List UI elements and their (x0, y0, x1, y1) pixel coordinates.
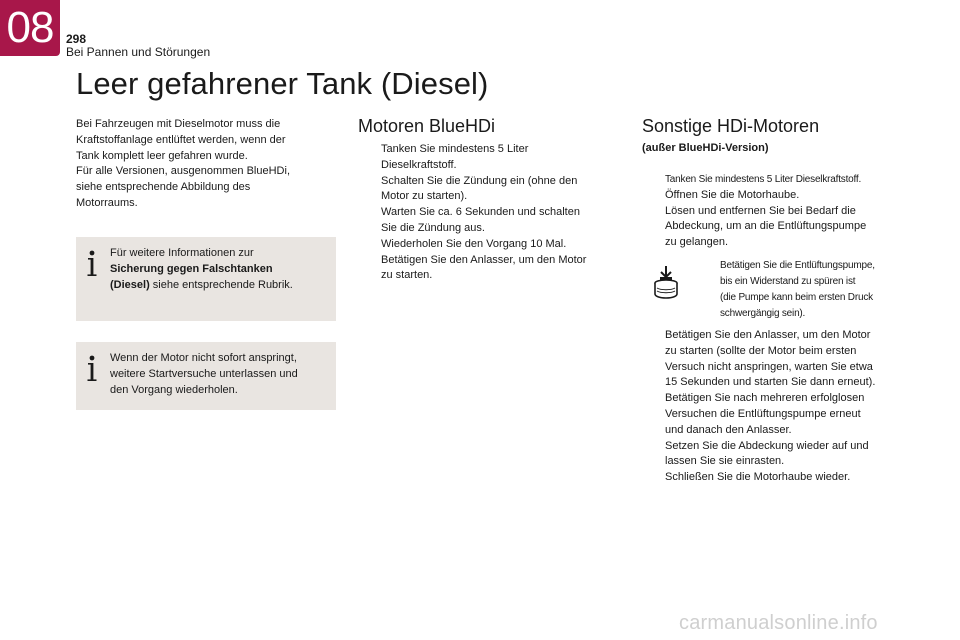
intro-line: Motorraums. (76, 196, 138, 209)
step-line: Abdeckung, um an die Entlüftungspumpe (665, 220, 867, 233)
step-line: lassen Sie sie einrasten. (665, 455, 785, 468)
info-text: siehe entsprechende Rubrik. (149, 278, 293, 291)
list-item (358, 205, 618, 237)
subheading-other-hdi: (außer BlueHDi-Version) (642, 142, 769, 154)
list-item (642, 204, 912, 251)
list-item (358, 237, 618, 253)
list-item (642, 188, 912, 204)
step-line: Schließen Sie die Motorhaube wieder. (665, 471, 851, 484)
chapter-tab: 08 (0, 0, 60, 56)
heading-other-hdi: Sonstige HDi-Motoren (642, 116, 820, 136)
info-text-bold: Sicherung gegen Falschtanken (110, 262, 273, 275)
watermark: carmanualsonline.info (679, 612, 878, 634)
step-line: Dieselkraftstoff. (381, 158, 457, 171)
step-line: Betätigen Sie den Anlasser, um den Motor (665, 329, 871, 341)
step-line: Betätigen Sie die Entlüftungspumpe, (720, 260, 875, 271)
step-line: Betätigen Sie den Anlasser, um den Motor (381, 253, 587, 266)
steps-other-part2 (642, 328, 912, 486)
heading-bluehdi: Motoren BlueHDi (358, 116, 496, 136)
info-text: den Vorgang wiederholen. (110, 383, 238, 396)
step-line: (die Pumpe kann beim ersten Druck (720, 292, 873, 303)
step-line: zu starten. (381, 269, 433, 282)
step-line: Sie die Zündung aus. (381, 221, 485, 234)
info-icon (86, 250, 98, 278)
steps-bluehdi (358, 142, 618, 284)
info-box-misfuel (76, 237, 336, 321)
list-item (642, 328, 912, 391)
step-line: zu gelangen. (665, 236, 728, 249)
step-line: Tanken Sie mindestens 5 Liter Dieselkraftstoff. (665, 174, 862, 185)
step-line: Motor zu starten). (381, 190, 468, 203)
page-number: 298 (66, 32, 87, 46)
info-text (110, 278, 324, 294)
info-text: Für weitere Informationen zur (110, 247, 254, 259)
step-line: Versuchen die Entlüftungspumpe erneut (665, 407, 861, 420)
list-item (358, 174, 618, 206)
intro-line: siehe entsprechende Abbildung des (76, 181, 251, 194)
intro-line: Für alle Versionen, ausgenommen BlueHDi, (76, 165, 291, 178)
pump-step (697, 258, 909, 322)
info-text: Wenn der Motor nicht sofort anspringt, (110, 352, 297, 364)
step-line: Setzen Sie die Abdeckung wieder auf und (665, 439, 869, 452)
list-item (642, 439, 912, 471)
info-box-retry (76, 342, 336, 410)
step-line: 15 Sekunden und starten Sie dann erneut). (665, 376, 876, 389)
steps-other-part1 (642, 172, 912, 251)
intro-paragraph (76, 117, 326, 212)
step-line: Warten Sie ca. 6 Sekunden und schalten (381, 206, 580, 219)
intro-line: Tank komplett leer gefahren wurde. (76, 149, 248, 162)
step-line: Schalten Sie die Zündung ein (ohne den (381, 174, 578, 187)
intro-line: Bei Fahrzeugen mit Dieselmotor muss die (76, 118, 281, 130)
page-title: Leer gefahrener Tank (Diesel) (76, 66, 489, 101)
section-name: Bei Pannen und Störungen (66, 45, 211, 59)
step-line: schwergängig sein). (720, 308, 806, 319)
step-line: und danach den Anlasser. (665, 423, 792, 436)
step-line: Tanken Sie mindestens 5 Liter (381, 143, 529, 155)
intro-line: Kraftstoffanlage entlüftet werden, wenn der (76, 133, 286, 146)
list-item (642, 391, 912, 438)
list-item (642, 470, 912, 486)
step-line: Wiederholen Sie den Vorgang 10 Mal. (381, 237, 567, 250)
list-item (358, 253, 618, 285)
info-text-bold: (Diesel) (110, 278, 150, 291)
step-line: zu starten (sollte der Motor beim ersten (665, 344, 857, 357)
info-text: weitere Startversuche unterlassen und (110, 367, 298, 380)
step-line: Betätigen Sie nach mehreren erfolglosen (665, 392, 865, 405)
step-line: Versuch nicht anspringen, warten Sie etwa (665, 360, 873, 373)
step-line: bis ein Widerstand zu spüren ist (720, 276, 856, 287)
step-line: Öffnen Sie die Motorhaube. (665, 188, 800, 201)
list-item (642, 172, 912, 188)
priming-pump-icon (651, 264, 681, 300)
step-line: Lösen und entfernen Sie bei Bedarf die (665, 204, 856, 217)
list-item (358, 142, 618, 174)
info-icon (86, 355, 98, 383)
